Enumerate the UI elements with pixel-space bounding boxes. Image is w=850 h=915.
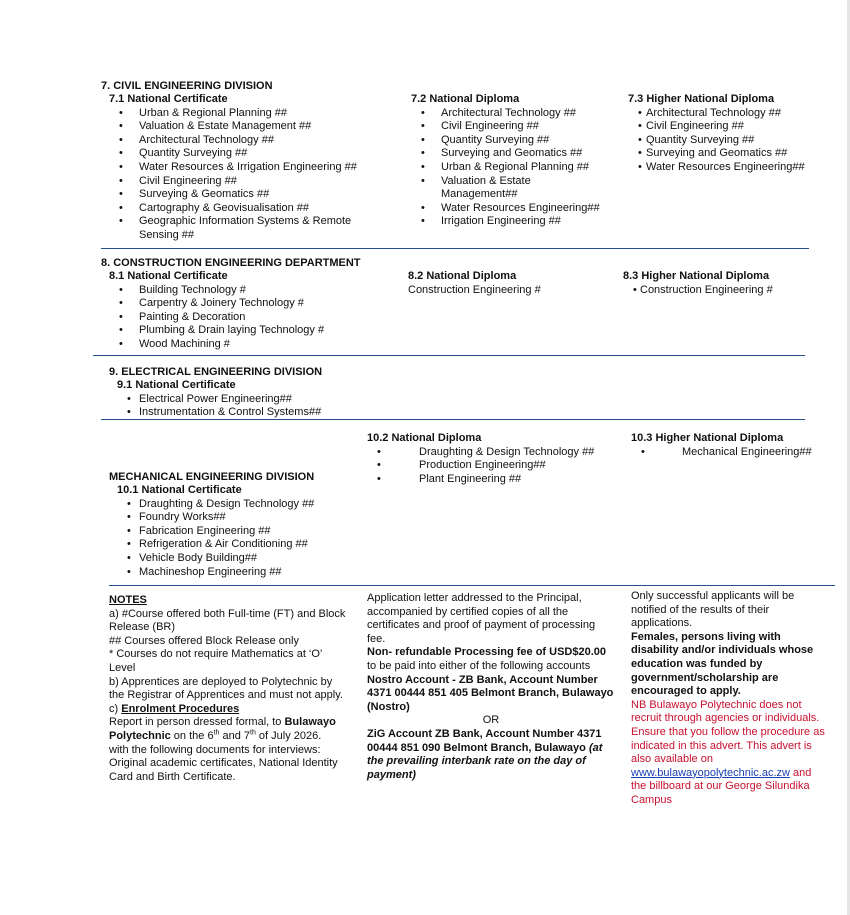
- electrical-nc: [117, 379, 397, 420]
- or-separator: OR: [482, 714, 500, 727]
- list-item: • Painting & Decoration: [109, 311, 389, 325]
- civil-hnd-title: 7.3 Higher National Diploma: [628, 93, 775, 105]
- list-item: • Draughting & Design Technology ##: [367, 446, 617, 460]
- zig-account-details: ZiG Account ZB Bank, Account Number 4371 00444 851 090 Belmont Branch, Bulawayo: [367, 727, 602, 754]
- civil-division-title: 7. CIVIL ENGINEERING DIVISION: [101, 80, 273, 92]
- list-item: • Civil Engineering ##: [411, 120, 621, 134]
- application-column: [367, 592, 615, 782]
- civil-nc: [109, 93, 379, 243]
- list-item: • Construction Engineering #: [623, 284, 833, 298]
- report-date-end: of July 2026.: [255, 729, 322, 742]
- civil-nd: [411, 93, 621, 229]
- mechanical-hnd-list: [631, 446, 836, 460]
- construction-nd: [408, 270, 608, 297]
- civil-hnd-list: [628, 107, 838, 175]
- report-date-2: and 7: [219, 729, 251, 742]
- list-item: • Valuation & Estate Management ##: [109, 120, 379, 134]
- construction-nd-title: 8.2 National Diploma: [408, 270, 517, 282]
- list-item: • Valuation & Estate Management##: [411, 175, 561, 202]
- report-text: Report in person dressed formal, to: [109, 716, 285, 729]
- zig-account-note: (at the prevailing interbank rate on the day of payment): [367, 741, 603, 781]
- civil-nc-title: 7.1 National Certificate: [109, 93, 228, 105]
- construction-nd-text: Construction Engineering #: [408, 283, 541, 296]
- processing-fee: [367, 646, 615, 673]
- section-divider: [109, 585, 835, 586]
- nb-notice: [631, 699, 827, 808]
- list-item: • Architectural Technology ##: [411, 107, 621, 121]
- notes-column: [109, 594, 349, 784]
- civil-nd-title: 7.2 National Diploma: [411, 93, 520, 105]
- list-item: • Geographic Information Systems & Remote Sensing ##: [109, 215, 379, 242]
- date-suffix: th: [213, 729, 220, 737]
- list-item: • Quantity Surveying ##: [411, 134, 621, 148]
- list-item: • Machineshop Engineering ##: [117, 566, 377, 580]
- nb-text-end: and the billboard at our George Silundika Campus: [631, 766, 812, 806]
- list-item: • Vehicle Body Building##: [117, 552, 377, 566]
- electrical-nc-list: [117, 393, 397, 420]
- zig-account: [367, 728, 615, 782]
- construction-hnd: [623, 270, 833, 297]
- construction-hnd-list: [623, 284, 833, 298]
- date-suffix: th: [250, 729, 256, 737]
- required-documents: with the following documents for interviews: Original academic certificates, National Identity Card and Birth Certificate.: [109, 743, 338, 783]
- civil-nc-list: [109, 107, 379, 243]
- list-item: • Building Technology #: [109, 284, 389, 298]
- report-date-1: on the 6: [170, 729, 214, 742]
- note-no-mathematics: * Courses do not require Mathematics at ‘O’ Level: [109, 648, 322, 674]
- list-item: • Production Engineering##: [367, 459, 617, 473]
- civil-hnd: [628, 93, 838, 175]
- section-divider: [101, 419, 805, 420]
- list-item: • Architectural Technology ##: [109, 134, 379, 148]
- mechanical-nc-list: [117, 498, 377, 580]
- equity-note: Females, persons living with disability and/or individuals whose education was funded by government/scholarship are encouraged to apply.: [631, 630, 814, 698]
- section-divider: [93, 355, 805, 356]
- report-in-person: [109, 716, 349, 743]
- mechanical-nd: [367, 432, 617, 486]
- list-item: • Urban & Regional Planning ##: [411, 161, 621, 175]
- list-item: • Mechanical Engineering##: [631, 446, 836, 460]
- construction-nc-list: [109, 284, 389, 352]
- mechanical-nd-list: [367, 446, 617, 487]
- nostro-account: Nostro Account - ZB Bank, Account Number 4371 00444 851 405 Belmont Branch, Bulawayo (Nostro): [367, 673, 614, 713]
- list-item: • Cartography & Geovisualisation ##: [109, 202, 379, 216]
- list-item: • Fabrication Engineering ##: [117, 525, 377, 539]
- enrolment-prefix: c): [109, 702, 122, 715]
- list-item: • Water Resources Engineering##: [628, 161, 838, 175]
- list-item: • Water Resources Engineering##: [411, 202, 621, 216]
- construction-hnd-title: 8.3 Higher National Diploma: [623, 270, 770, 282]
- construction-nc: [109, 270, 389, 352]
- list-item: • Refrigeration & Air Conditioning ##: [117, 538, 377, 552]
- list-item: • Draughting & Design Technology ##: [117, 498, 377, 512]
- processing-fee-rest: to be paid into either of the following accounts: [367, 659, 591, 672]
- construction-division-title: 8. CONSTRUCTION ENGINEERING DEPARTMENT: [101, 257, 361, 269]
- list-item: • Instrumentation & Control Systems##: [117, 406, 397, 420]
- mechanical-hnd-title: 10.3 Higher National Diploma: [631, 432, 784, 444]
- civil-nd-list: [411, 107, 621, 229]
- list-item: • Civil Engineering ##: [628, 120, 838, 134]
- list-item: • Surveying and Geomatics ##: [411, 147, 621, 161]
- mechanical-hnd: [631, 432, 836, 459]
- list-item: • Water Resources & Irrigation Engineering ##: [109, 161, 379, 175]
- list-item: • Electrical Power Engineering##: [117, 393, 397, 407]
- list-item: • Carpentry & Joinery Technology #: [109, 297, 389, 311]
- construction-nc-title: 8.1 National Certificate: [109, 270, 228, 282]
- list-item: • Civil Engineering ##: [109, 175, 379, 189]
- list-item: • Foundry Works##: [117, 511, 377, 525]
- note-apprentices: b) Apprentices are deployed to Polytechnic by the Registrar of Apprentices and must not apply.: [109, 675, 343, 702]
- application-letter: Application letter addressed to the Principal, accompanied by certified copies of all the certificates and proof of payment of processing fee.: [367, 592, 596, 645]
- enrolment-heading-line: [109, 703, 349, 717]
- electrical-nc-title: 9.1 National Certificate: [117, 379, 236, 391]
- section-divider: [101, 248, 809, 249]
- list-item: • Plumbing & Drain laying Technology #: [109, 324, 389, 338]
- processing-fee-amount: Non- refundable Processing fee of USD$20.00: [367, 646, 607, 659]
- list-item: • Architectural Technology ##: [628, 107, 838, 121]
- list-item: • Irrigation Engineering ##: [411, 215, 621, 229]
- mechanical-nd-title: 10.2 National Diploma: [367, 432, 482, 444]
- website-link[interactable]: www.bulawayopolytechnic.ac.zw: [631, 766, 790, 779]
- list-item: • Plant Engineering ##: [367, 473, 617, 487]
- electrical-division-title: 9. ELECTRICAL ENGINEERING DIVISION: [109, 366, 323, 378]
- mechanical-nc: [117, 484, 377, 579]
- list-item: • Urban & Regional Planning ##: [109, 107, 379, 121]
- nb-text: NB Bulawayo Polytechnic does not recruit through agencies or individuals. Ensure that you follow the procedure as indicated in this advert. This advert is also available on: [631, 698, 825, 766]
- list-item: • Surveying and Geomatics ##: [628, 147, 838, 161]
- notes-heading: NOTES: [109, 594, 147, 606]
- list-item: • Surveying & Geomatics ##: [109, 188, 379, 202]
- enrolment-heading: Enrolment Procedures: [121, 702, 240, 715]
- list-item: • Quantity Surveying ##: [628, 134, 838, 148]
- list-item: • Quantity Surveying ##: [109, 147, 379, 161]
- note-block-release: ## Courses offered Block Release only: [109, 634, 299, 647]
- list-item: • Wood Machining #: [109, 338, 389, 352]
- successful-applicants-note: Only successful applicants will be notified of the results of their applications.: [631, 590, 795, 630]
- notice-column: [631, 590, 827, 808]
- mechanical-nc-title: 10.1 National Certificate: [117, 484, 242, 496]
- report-place: Bulawayo Polytechnic: [109, 716, 336, 742]
- mechanical-division-title: MECHANICAL ENGINEERING DIVISION: [109, 471, 315, 483]
- note-course-ft-br: a) #Course offered both Full-time (FT) and Block Release (BR): [109, 607, 346, 634]
